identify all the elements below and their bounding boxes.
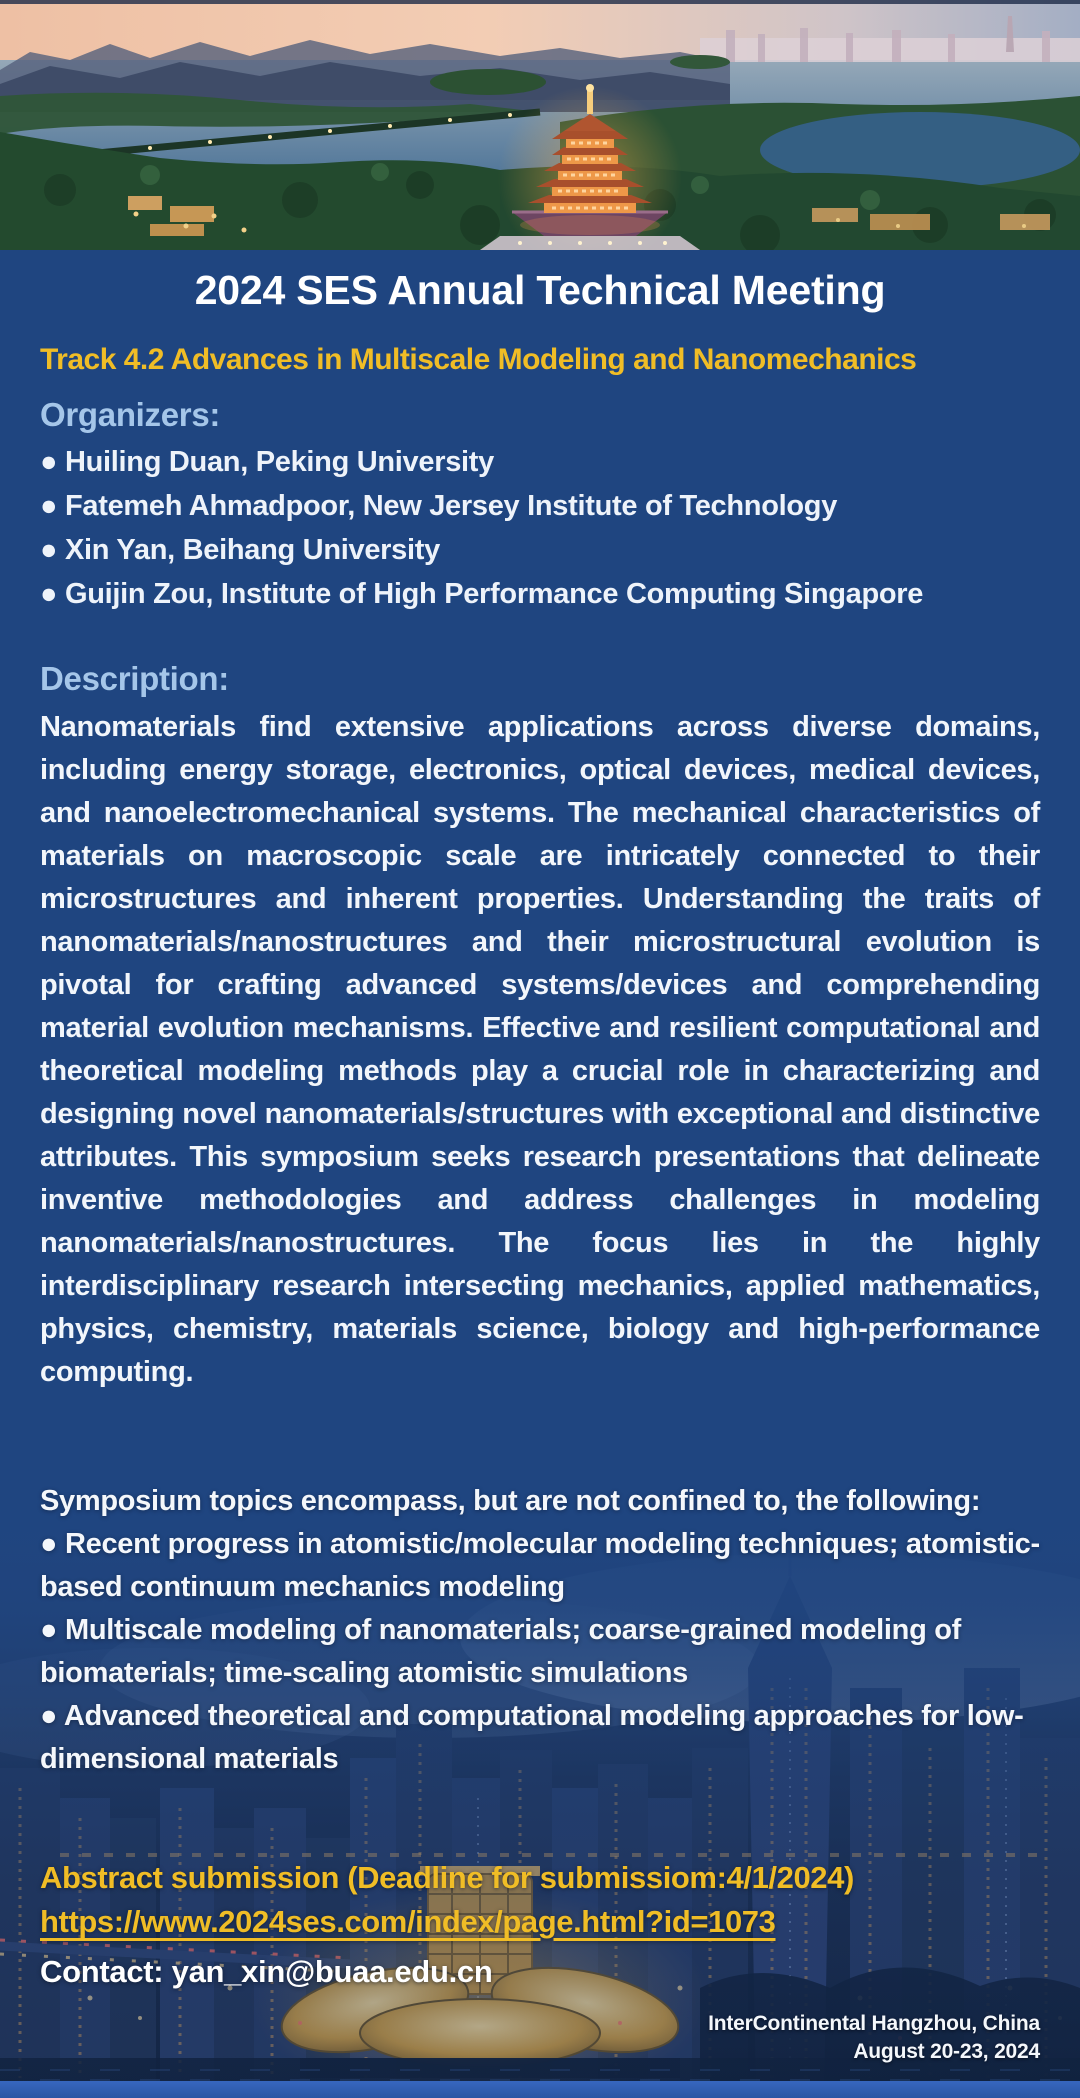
organizer-item: ● Huiling Duan, Peking University bbox=[40, 446, 494, 478]
organizer-item: ● Guijin Zou, Institute of High Performance Computing Singapore bbox=[40, 578, 924, 610]
description-body: Nanomaterials find extensive applications across diverse domains, including energy storage, electronics, optical devices, medical devices, and nanoelectromechanical systems. The mechanical characteristics of materials on macroscopic scale are intricately connected to their microstructures and inherent properties. Understanding the traits of nanomaterials/nanostructures and their microstructural evolution is pivotal for crafting advanced systems/devices and comprehending material evolution mechanisms. Effective and resilient computational and theoretical modeling methods play a crucial role in characterizing and designing novel nanomaterials/structures with exceptional and distinctive attributes. This symposium seeks research presentations that delineate inventive methodologies and address challenges in modeling nanomaterials/nanostructures. The focus lies in the highly interdisciplinary research intersecting mechanics, applied mathematics, physics, chemistry, materials science, biology and high-performance computing. bbox=[40, 711, 1040, 1388]
submission-url-link[interactable]: https://www.2024ses.com/index/page.html?id=1073 bbox=[40, 1904, 776, 1939]
organizer-item: ● Xin Yan, Beihang University bbox=[40, 534, 440, 566]
footer-strip bbox=[0, 2081, 1080, 2098]
topic-item: ● Recent progress in atomistic/molecular modeling techniques; atomistic-based continuum mechanics modeling bbox=[40, 1528, 1040, 1603]
topic-item: ● Multiscale modeling of nanomaterials; coarse-grained modeling of biomaterials; time-scaling atomistic simulations bbox=[40, 1614, 962, 1689]
organizer-list bbox=[40, 440, 1040, 616]
hero-photo-west-lake bbox=[0, 0, 1080, 250]
submission-section bbox=[40, 1856, 1040, 1944]
venue-location: InterContinental Hangzhou, China bbox=[708, 2012, 1040, 2035]
organizer-item: ● Fatemeh Ahmadpoor, New Jersey Institute of Technology bbox=[40, 490, 838, 522]
submission-url-row bbox=[40, 1900, 1040, 1944]
topics-section bbox=[40, 1480, 1040, 1781]
track-title: Track 4.2 Advances in Multiscale Modeling and Nanomechanics bbox=[40, 343, 917, 376]
description-heading: Description: bbox=[40, 660, 229, 697]
organizers-heading: Organizers: bbox=[40, 396, 221, 433]
venue-dates: August 20-23, 2024 bbox=[853, 2040, 1040, 2063]
topics-intro: Symposium topics encompass, but are not confined to, the following: bbox=[40, 1485, 981, 1517]
page-title: 2024 SES Annual Technical Meeting bbox=[194, 267, 886, 313]
topic-item: ● Advanced theoretical and computational modeling approaches for low-dimensional materials bbox=[40, 1700, 1024, 1775]
contact-line: Contact: yan_xin@buaa.edu.cn bbox=[40, 1954, 493, 1989]
west-lake-illustration bbox=[0, 0, 1080, 250]
venue-block bbox=[40, 2010, 1040, 2066]
submission-deadline: Abstract submission (Deadline for submissiom:4/1/2024) bbox=[40, 1860, 854, 1895]
